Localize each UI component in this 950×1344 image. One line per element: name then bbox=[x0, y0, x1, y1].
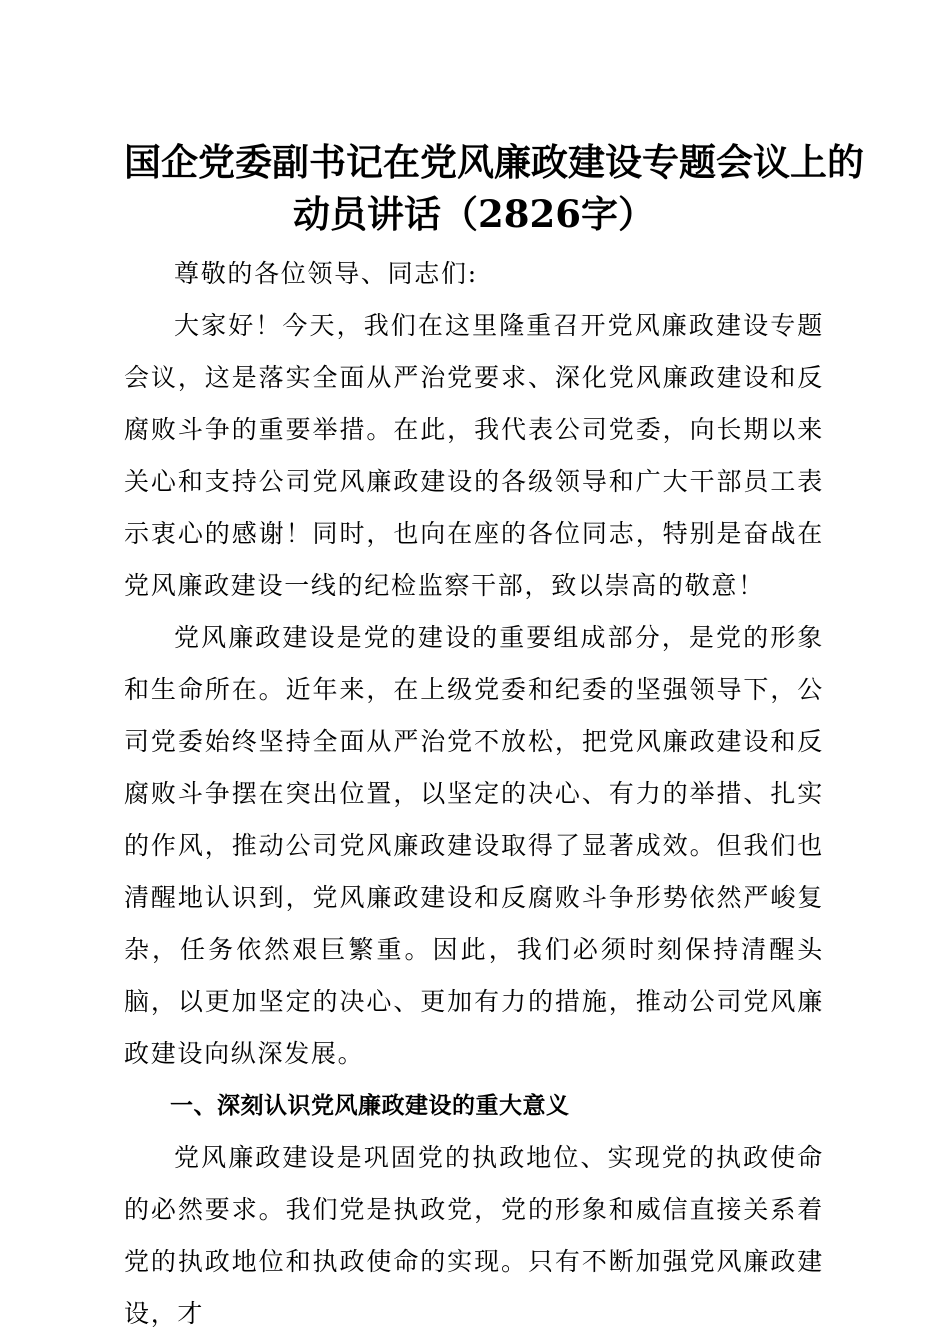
section-1-paragraph: 党风廉政建设是巩固党的执政地位、实现党的执政使命的必然要求。我们党是执政党，党的形象和威信直接关系着党的执政地位和执政使命的实现。只有不断加强党风廉政建设，才 bbox=[124, 1143, 824, 1328]
section-heading-1: 一、深刻认识党风廉政建设的重大意义 bbox=[170, 1093, 570, 1119]
paragraph-background: 党风廉政建设是党的建设的重要组成部分，是党的形象和生命所在。近年来，在上级党委和纪委的坚强领导下，公司党委始终坚持全面从严治党不放松，把党风廉政建设和反腐败斗争摆在突出位置，以坚定的决心、有力的举措、扎实的作风，推动公司党风廉政建设取得了显著成效。但我们也清醒地认识到，党风廉政建设和反腐败斗争形势依然严峻复杂，任务依然艰巨繁重。因此，我们必须时刻保持清醒头脑，以更加坚定的决心、更加有力的措施，推动公司党风廉政建设向纵深发展。 bbox=[124, 623, 824, 1068]
title-line-1: 国企党委副书记在党风廉政建设专题会议上的 bbox=[124, 140, 864, 184]
paragraph-opening: 大家好！今天，我们在这里隆重召开党风廉政建设专题会议，这是落实全面从严治党要求、深化党风廉政建设和反腐败斗争的重要举措。在此，我代表公司党委，向长期以来关心和支持公司党风廉政建设的各级领导和广大干部员工表示衷心的感谢！同时，也向在座的各位同志，特别是奋战在党风廉政建设一线的纪检监察干部，致以崇高的敬意！ bbox=[124, 311, 824, 600]
document-title bbox=[124, 136, 864, 240]
salutation: 尊敬的各位领导、同志们: bbox=[174, 259, 478, 288]
title-line-2: 动员讲话（2826字） bbox=[293, 192, 655, 236]
document-body bbox=[124, 248, 824, 1340]
